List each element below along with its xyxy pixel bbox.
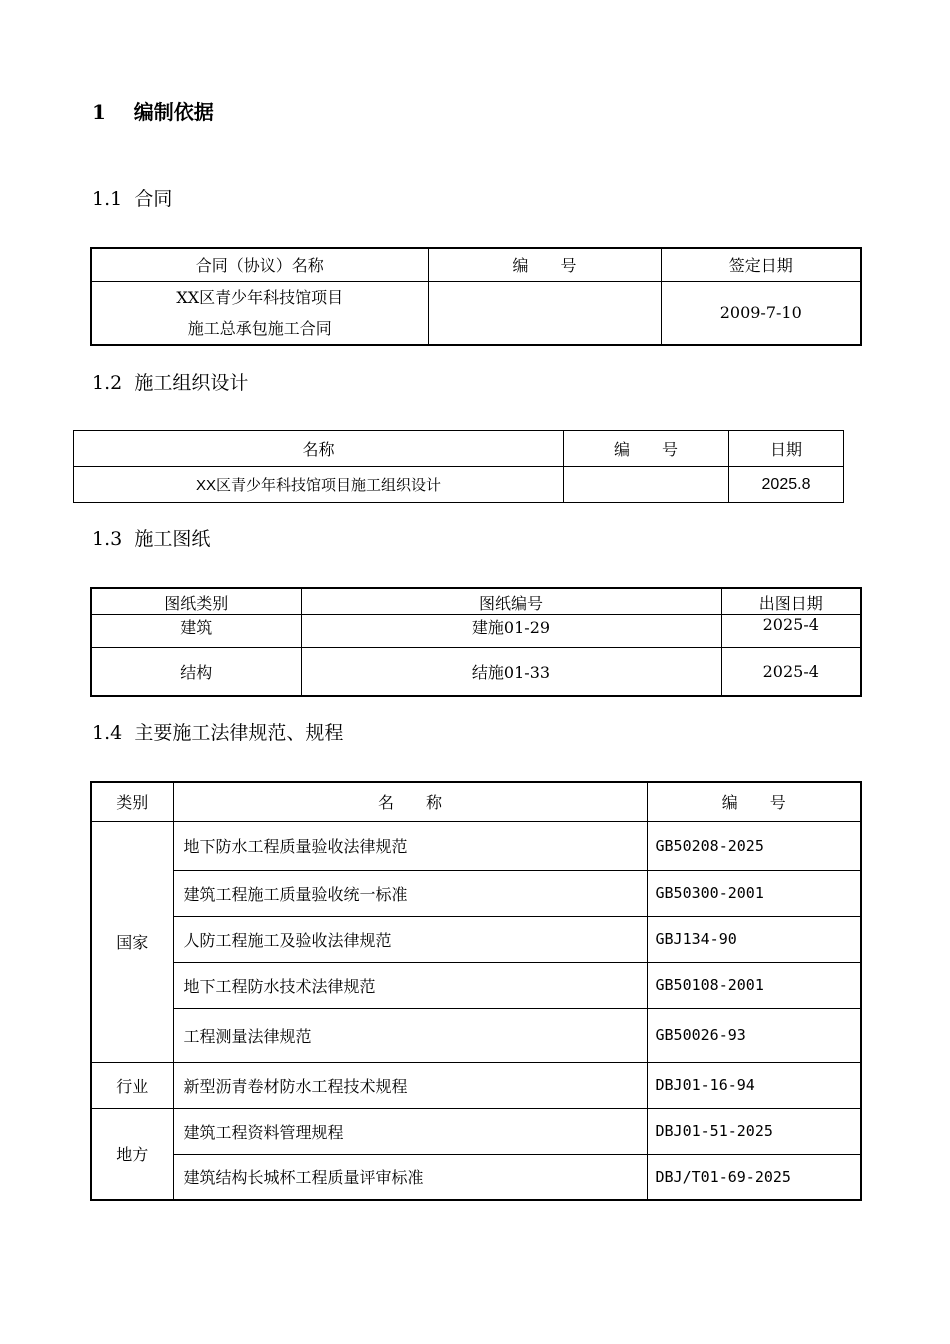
table-row (91, 821, 861, 870)
table-row (91, 1154, 861, 1200)
drawing-code-cell: 结施01-33 (301, 647, 721, 696)
design-code-cell (564, 467, 729, 503)
column-header: 编 号 (564, 431, 729, 467)
chapter-number: 1 (92, 100, 106, 124)
drawing-type-cell: 建筑 (91, 614, 301, 647)
table-row (91, 962, 861, 1008)
standard-code-cell: DBJ/T01-69-2025 (647, 1154, 861, 1200)
table-header-row (74, 431, 844, 467)
column-header: 图纸类别 (91, 588, 301, 614)
standard-code-cell: GBJ134-90 (647, 916, 861, 962)
category-cell: 地方 (91, 1108, 173, 1200)
column-header: 日期 (729, 431, 844, 467)
drawing-date-cell: 2025-4 (721, 614, 861, 647)
table-row (91, 1062, 861, 1108)
section-title: 施工组织设计 (134, 372, 249, 394)
standard-code-cell: GB50026-93 (647, 1008, 861, 1062)
table-row (91, 1008, 861, 1062)
standard-code-cell: GB50108-2001 (647, 962, 861, 1008)
section-number: 1.1 (92, 188, 123, 210)
column-header: 类别 (91, 782, 173, 821)
table-row (91, 647, 861, 696)
table-header-row (91, 782, 861, 821)
contract-name-cell (91, 281, 428, 345)
table-header-row (91, 248, 861, 281)
section-heading-1-4 (92, 718, 343, 745)
table-row (91, 1108, 861, 1154)
section-title: 合同 (134, 188, 173, 210)
standards-table (90, 781, 862, 1201)
chapter-heading (92, 96, 214, 125)
section-heading-1-3 (92, 524, 210, 551)
column-header: 图纸编号 (301, 588, 721, 614)
column-header: 名 称 (173, 782, 647, 821)
standard-name-cell: 人防工程施工及验收法律规范 (173, 916, 647, 962)
category-cell: 行业 (91, 1062, 173, 1108)
contract-code-cell (428, 281, 661, 345)
design-name-cell: XX区青少年科技馆项目施工组织设计 (74, 467, 564, 503)
contract-date-cell: 2009-7-10 (661, 281, 861, 345)
section-title: 主要施工法律规范、规程 (134, 722, 344, 744)
section-number: 1.2 (92, 372, 123, 394)
column-header: 编 号 (428, 248, 661, 281)
standard-name-cell: 建筑工程施工质量验收统一标准 (173, 870, 647, 916)
standard-name-cell: 新型沥青卷材防水工程技术规程 (173, 1062, 647, 1108)
section-heading-1-1 (92, 184, 172, 211)
drawing-code-cell: 建施01-29 (301, 614, 721, 647)
section-number: 1.4 (92, 722, 123, 744)
chapter-title: 编制依据 (133, 100, 214, 124)
table-row (91, 614, 861, 647)
standard-name-cell: 地下工程防水技术法律规范 (173, 962, 647, 1008)
standard-name-cell: 建筑工程资料管理规程 (173, 1108, 647, 1154)
section-number: 1.3 (92, 528, 123, 550)
standard-code-cell: GB50208-2025 (647, 821, 861, 870)
table-row (74, 467, 844, 503)
design-date-cell: 2025.8 (729, 467, 844, 503)
standard-name-cell: 建筑结构长城杯工程质量评审标准 (173, 1154, 647, 1200)
column-header: 合同（协议）名称 (91, 248, 428, 281)
table-row (91, 281, 861, 345)
category-cell: 国家 (91, 821, 173, 1062)
column-header: 名称 (74, 431, 564, 467)
standard-code-cell: GB50300-2001 (647, 870, 861, 916)
section-heading-1-2 (92, 368, 248, 395)
column-header: 出图日期 (721, 588, 861, 614)
standard-code-cell: DBJ01-16-94 (647, 1062, 861, 1108)
standard-code-cell: DBJ01-51-2025 (647, 1108, 861, 1154)
table-row (91, 916, 861, 962)
standard-name-cell: 地下防水工程质量验收法律规范 (173, 821, 647, 870)
drawing-type-cell: 结构 (91, 647, 301, 696)
column-header: 签定日期 (661, 248, 861, 281)
drawing-table (90, 587, 862, 697)
contract-name-line: 施工总承包施工合同 (187, 318, 332, 338)
table-row (91, 870, 861, 916)
contract-name-line: XX区青少年科技馆项目 (176, 287, 344, 307)
section-title: 施工图纸 (134, 528, 211, 550)
table-header-row (91, 588, 861, 614)
contract-table (90, 247, 862, 346)
design-table (73, 430, 844, 503)
drawing-date-cell: 2025-4 (721, 647, 861, 696)
column-header: 编 号 (647, 782, 861, 821)
standard-name-cell: 工程测量法律规范 (173, 1008, 647, 1062)
